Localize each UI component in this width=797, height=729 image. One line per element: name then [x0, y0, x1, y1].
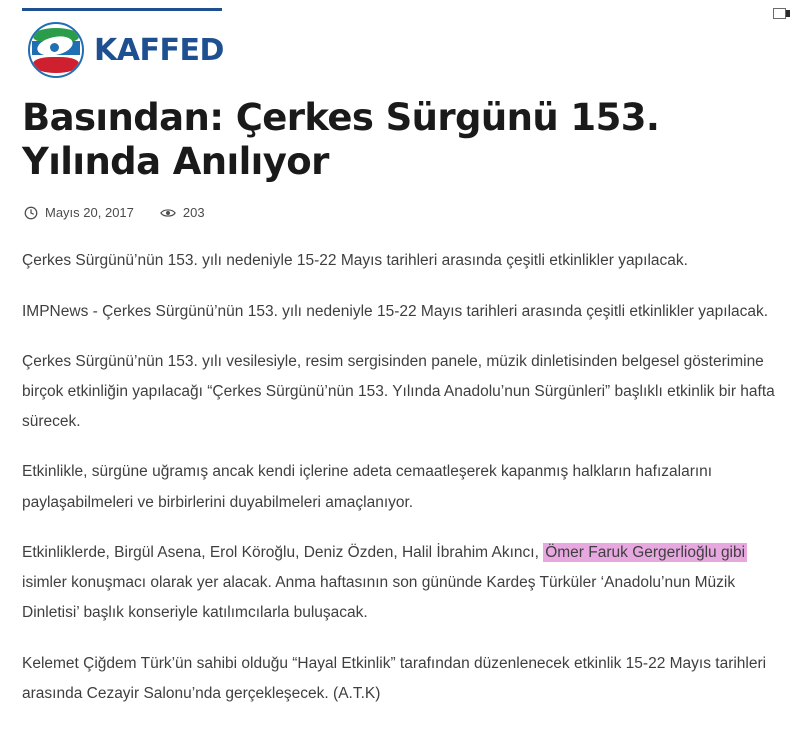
- article-paragraph: [22, 246, 782, 276]
- meta-date: [24, 205, 134, 220]
- paragraph-text: isimler konuşmacı olarak yer alacak. Anma haftasının son gününde Kardeş Türküler ‘Anadolu’nun Müzik Dinletisi’ başlık konseriyle katılımcılarla buluşacak.: [22, 574, 736, 622]
- clock-icon: [24, 206, 38, 220]
- emblem-dot: [50, 43, 59, 52]
- article: [22, 96, 782, 729]
- article-paragraph: [22, 457, 782, 517]
- article-paragraph: [22, 297, 782, 327]
- kaffed-emblem-icon: [28, 22, 84, 78]
- article-paragraph: [22, 538, 782, 629]
- emblem-band-bottom: [33, 57, 79, 73]
- article-paragraph: [22, 347, 782, 438]
- site-header[interactable]: [28, 22, 224, 78]
- meta-date-text: Mayıs 20, 2017: [45, 205, 134, 221]
- window-restore-glyph: [773, 8, 786, 19]
- window-restore-icon[interactable]: [769, 6, 789, 20]
- meta-views-count: 203: [182, 205, 205, 221]
- paragraph-text: Çerkes Sürgünü’nün 153. yılı nedeniyle 15-22 Mayıs tarihleri arasında çeşitli etkinlikler yapılacak.: [22, 252, 688, 270]
- article-body: [22, 246, 782, 709]
- article-paragraph: [22, 649, 782, 709]
- meta-views: [160, 205, 205, 220]
- eye-icon: [160, 207, 176, 219]
- paragraph-text: Etkinliklerde, Birgül Asena, Erol Köroğlu, Deniz Özden, Halil İbrahim Akıncı,: [22, 543, 544, 561]
- paragraph-text: Kelemet Çiğdem Türk’ün sahibi olduğu “Hayal Etkinlik” tarafından düzenlenecek etkinlik 15-22 Mayıs tarihleri arasında Cezayir Salonu’nda gerçekleşecek. (A.T.K): [22, 654, 767, 702]
- page-title: Basından: Çerkes Sürgünü 153. Yılında Anılıyor: [22, 96, 660, 183]
- site-logo-text: KAFFED: [94, 32, 224, 68]
- paragraph-text: Etkinlikle, sürgüne uğramış ancak kendi içlerine adeta cemaatleşerek kapanmış halkların hafızalarını paylaşabilmeleri ve birbirlerini duyabilmeleri amaçlanıyor.: [22, 463, 713, 511]
- paragraph-text: IMPNews - Çerkes Sürgünü’nün 153. yılı nedeniyle 15-22 Mayıs tarihleri arasında çeşitli etkinlikler yapılacak.: [22, 302, 769, 320]
- article-meta: [24, 205, 782, 220]
- highlighted-text: Ömer Faruk Gergerlioğlu gibi: [545, 543, 746, 561]
- paragraph-text: Çerkes Sürgünü’nün 153. yılı vesilesiyle, resim sergisinden panele, müzik dinletisinden belgesel gösterimine birçok etkinliğin yapılacağı “Çerkes Sürgünü’nün 153. Yılında Anadolu’nun Sürgünleri” başlıklı etkinlik bir hafta sürecek.: [22, 352, 775, 431]
- top-accent-bar: [22, 8, 222, 11]
